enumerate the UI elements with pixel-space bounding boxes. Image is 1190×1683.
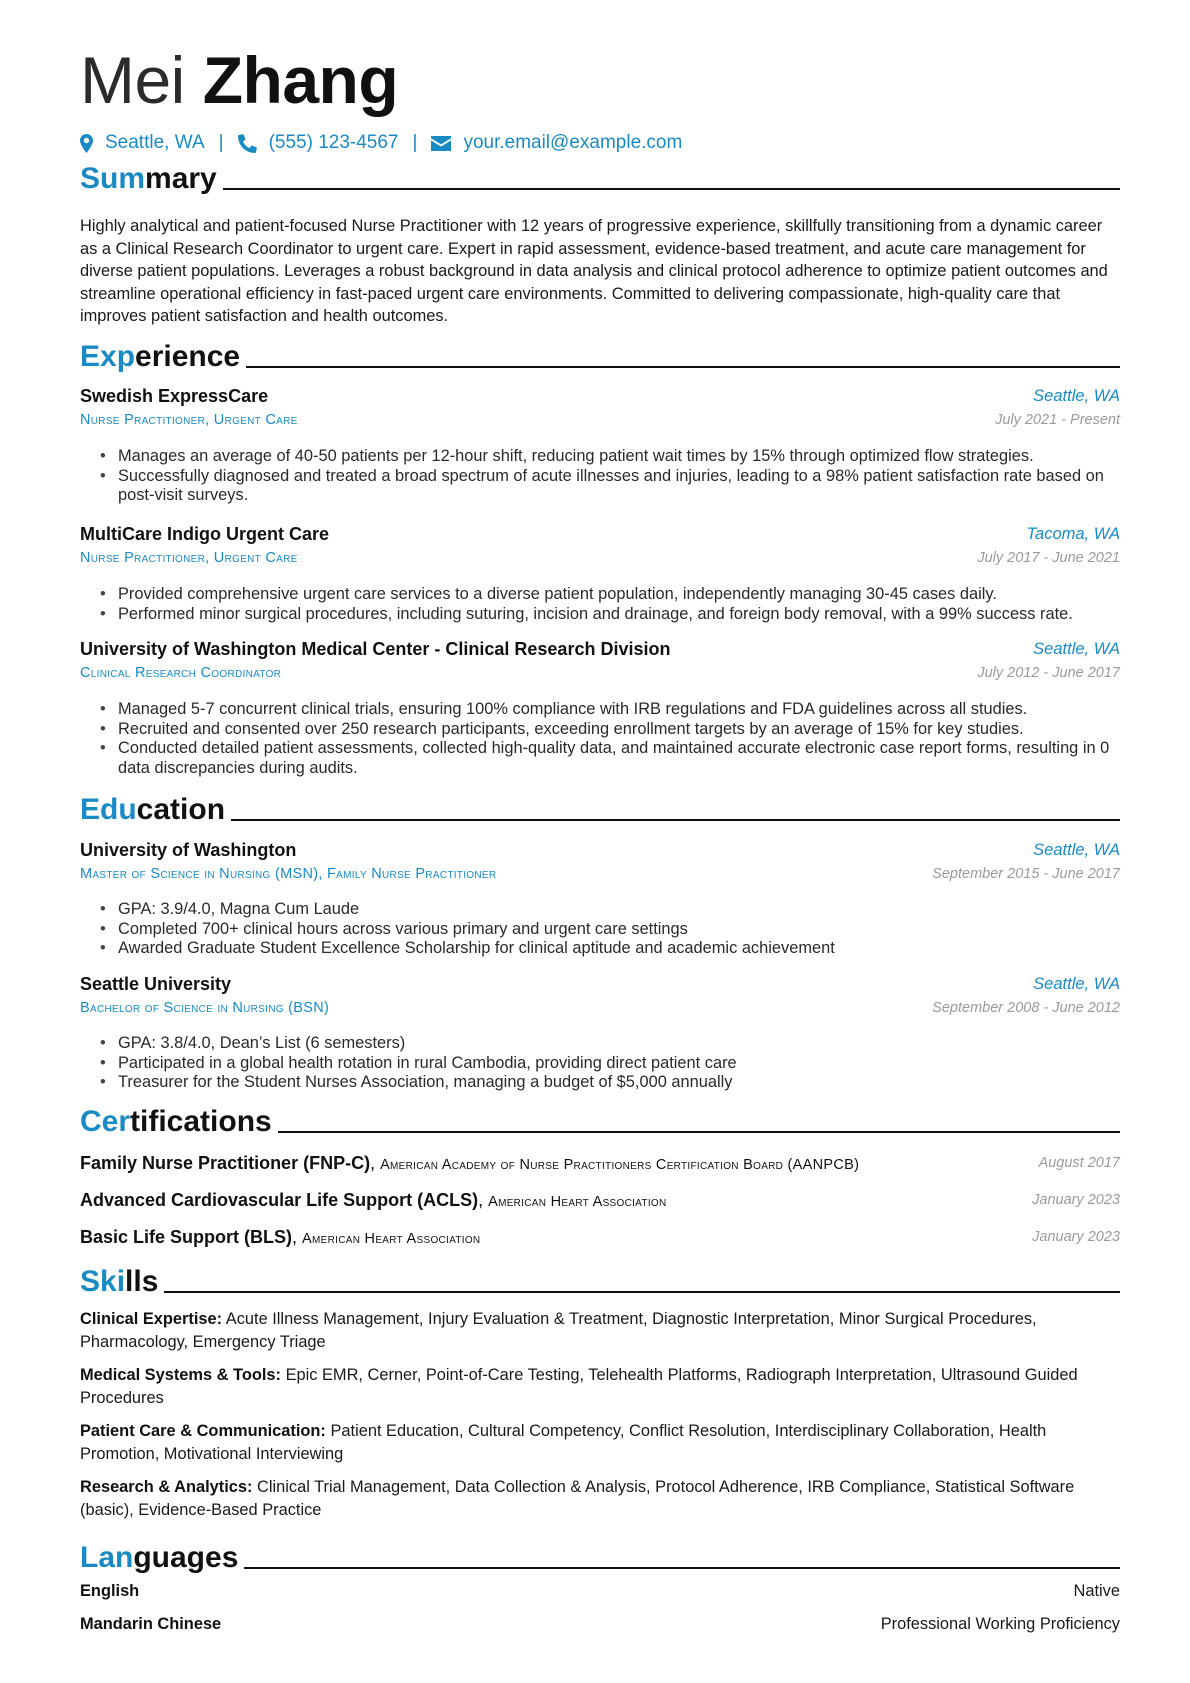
section-title [80, 1262, 164, 1302]
job-role: Nurse Practitioner, Urgent Care [80, 550, 298, 566]
job-location: Seattle, WA [1033, 387, 1120, 405]
certification-item: Advanced Cardiovascular Life Support (ACLS), American Heart Association [80, 1190, 667, 1210]
school-degree: Bachelor of Science in Nursing (BSN) [80, 1000, 330, 1016]
certification-item: Family Nurse Practitioner (FNP-C), American Academy of Nurse Practitioners Certification Board (AANPCB) [80, 1153, 860, 1173]
experience-heading [80, 333, 1120, 377]
school-bullets [80, 900, 1120, 959]
skill-text: Epic EMR, Cerner, Point-of-Care Testing, Telehealth Platforms, Radiograph Interpretation, Ultrasound Guided Procedures [80, 1366, 1078, 1407]
certification-item: Basic Life Support (BLS), American Heart Association [80, 1227, 481, 1247]
school-degree: Master of Science in Nursing (MSN), Family Nurse Practitioner [80, 866, 497, 882]
list-item: • Participated in a global health rotation in rural Cambodia, providing direct patient care [118, 1054, 1120, 1074]
language-level: Professional Working Proficiency [880, 1615, 1120, 1633]
cert-issuer: American Academy of Nurse Practitioners Certification Board (AANPCB) [380, 1157, 860, 1173]
section-title [80, 1538, 244, 1578]
skill-label: Clinical Expertise: [80, 1310, 223, 1328]
list-item: • Performed minor surgical procedures, including suturing, incision and drainage, and foreign body removal, with a 99% success rate. [118, 605, 1120, 625]
cert-date: January 2023 [1032, 1229, 1120, 1245]
job-bullets [80, 585, 1120, 624]
job-org: Swedish ExpressCare [80, 386, 269, 406]
list-item: • Completed 700+ clinical hours across various primary and urgent care settings [118, 920, 1120, 940]
skill-group [80, 1420, 1120, 1465]
envelope-icon [431, 136, 451, 151]
job-role: Clinical Research Coordinator [80, 665, 282, 681]
skill-text: Acute Illness Management, Injury Evaluation & Treatment, Diagnostic Interpretation, Minor Surgical Procedures, Pharmacology, Emergency Triage [80, 1310, 1037, 1351]
job-dates: July 2017 - June 2021 [977, 550, 1120, 566]
title-accent: Cer [80, 1105, 131, 1138]
contact-location [80, 132, 205, 154]
list-item: • Conducted detailed patient assessments, collected high-quality data, and maintained accurate electronic case report forms, resulting in 0 data discrepancies during audits. [118, 739, 1120, 778]
location-text: Seattle, WA [105, 132, 205, 153]
title-rest: erience [135, 340, 241, 373]
school-name: University of Washington [80, 840, 297, 860]
cert-date: January 2023 [1032, 1192, 1120, 1208]
phone-icon [238, 134, 257, 153]
skill-text: Clinical Trial Management, Data Collection & Analysis, Protocol Adherence, IRB Compliance, Statistical Software (basic), Evidence-Based Practice [80, 1478, 1075, 1519]
title-rest: tifications [130, 1105, 272, 1138]
school-bullets [80, 1034, 1120, 1093]
list-item: • Awarded Graduate Student Excellence Scholarship for clinical aptitude and academic achievement [118, 939, 1120, 959]
job-bullets [80, 700, 1120, 778]
contact-separator: | [412, 132, 418, 153]
title-rest: mary [145, 162, 217, 195]
contact-email[interactable] [431, 132, 682, 154]
school-location: Seattle, WA [1033, 841, 1120, 859]
title-rest: cation [136, 793, 226, 826]
school-dates: September 2015 - June 2017 [932, 866, 1120, 882]
job-org: University of Washington Medical Center - Clinical Research Division [80, 639, 671, 659]
title-accent: Edu [80, 793, 137, 826]
school-dates: September 2008 - June 2012 [932, 1000, 1120, 1016]
title-rest: guages [133, 1541, 239, 1574]
school-name: Seattle University [80, 974, 232, 994]
summary-text: Highly analytical and patient-focused Nurse Practitioner with 12 years of progressive experience, skillfully transitioning from a dynamic career as a Clinical Research Coordinator to urgent care. Expert in rapid assessment, evidence-based treatment, and acute care management for diverse patient populations. Leverages a robust background in data analysis and clinical protocol adherence to optimize patient outcomes and streamline operational efficiency in fast-paced urgent care environments. Committed to delivering compassionate, high-quality care that improves patient satisfaction and health outcomes. [80, 217, 1108, 325]
section-rule [80, 188, 1120, 190]
language-name: Mandarin Chinese [80, 1615, 222, 1633]
section-rule [80, 1291, 1120, 1293]
section-title [80, 159, 223, 199]
list-item: • Provided comprehensive urgent care services to a diverse patient population, independently managing 30-45 cases daily. [118, 585, 1120, 605]
section-rule [80, 819, 1120, 821]
summary-heading [80, 155, 1120, 199]
skill-label: Medical Systems & Tools: [80, 1366, 281, 1384]
skill-label: Research & Analytics: [80, 1478, 253, 1496]
cert-name: Family Nurse Practitioner (FNP-C) [80, 1153, 371, 1173]
email-text: your.email@example.com [463, 132, 683, 153]
cert-name: Basic Life Support (BLS) [80, 1227, 293, 1247]
list-item: • GPA: 3.9/4.0, Magna Cum Laude [118, 900, 1120, 920]
skill-group [80, 1364, 1120, 1409]
title-accent: Lan [80, 1541, 134, 1574]
phone-text: (555) 123-4567 [268, 132, 399, 153]
skill-group [80, 1308, 1120, 1353]
cert-issuer: American Heart Association [302, 1231, 481, 1247]
cert-issuer: American Heart Association [488, 1194, 667, 1210]
list-item: • Recruited and consented over 250 research participants, exceeding enrollment targets by an average of 15% for key studies. [118, 720, 1120, 740]
job-dates: July 2012 - June 2017 [977, 665, 1120, 681]
list-item: • Managed 5-7 concurrent clinical trials, ensuring 100% compliance with IRB regulations and FDA guidelines across all studies. [118, 700, 1120, 720]
job-location: Tacoma, WA [1026, 525, 1120, 543]
title-accent: Sum [80, 162, 146, 195]
contact-separator: | [218, 132, 224, 153]
cert-name: Advanced Cardiovascular Life Support (ACLS) [80, 1190, 479, 1210]
title-accent: Exp [80, 340, 136, 373]
list-item: • GPA: 3.8/4.0, Dean’s List (6 semesters) [118, 1034, 1120, 1054]
education-heading [80, 786, 1120, 830]
list-item: • Treasurer for the Student Nurses Association, managing a budget of $5,000 annually [118, 1073, 1120, 1093]
last-name: Zhang [202, 43, 399, 117]
first-name: Mei [80, 43, 185, 117]
section-title [80, 790, 231, 830]
school-location: Seattle, WA [1033, 975, 1120, 993]
section-title [80, 1102, 278, 1142]
language-name: English [80, 1582, 140, 1600]
skill-text: Patient Education, Cultural Competency, Conflict Resolution, Interdisciplinary Collaboration, Health Promotion, Motivational Interviewing [80, 1422, 1047, 1463]
skills-heading [80, 1258, 1120, 1302]
cert-date: August 2017 [1038, 1155, 1120, 1171]
job-dates: July 2021 - Present [995, 412, 1120, 428]
list-item: • Successfully diagnosed and treated a broad spectrum of acute illnesses and injuries, leading to a 98% patient satisfaction rate based on post-visit surveys. [118, 467, 1120, 506]
language-level: Native [1073, 1582, 1120, 1600]
section-title [80, 337, 246, 377]
certifications-heading [80, 1098, 1120, 1142]
title-accent: Ski [80, 1265, 126, 1298]
job-org: MultiCare Indigo Urgent Care [80, 524, 330, 544]
languages-heading [80, 1534, 1120, 1578]
skill-label: Patient Care & Communication: [80, 1422, 326, 1440]
title-rest: lls [125, 1265, 159, 1298]
job-bullets [80, 447, 1120, 506]
contact-bar [80, 132, 682, 154]
map-pin-icon [80, 134, 93, 153]
skill-group [80, 1476, 1120, 1521]
job-role: Nurse Practitioner, Urgent Care [80, 412, 298, 428]
list-item: • Manages an average of 40-50 patients per 12-hour shift, reducing patient wait times by 15% through optimized flow strategies. [118, 447, 1120, 467]
job-location: Seattle, WA [1033, 640, 1120, 658]
contact-phone[interactable] [238, 132, 399, 154]
candidate-name [80, 40, 398, 120]
